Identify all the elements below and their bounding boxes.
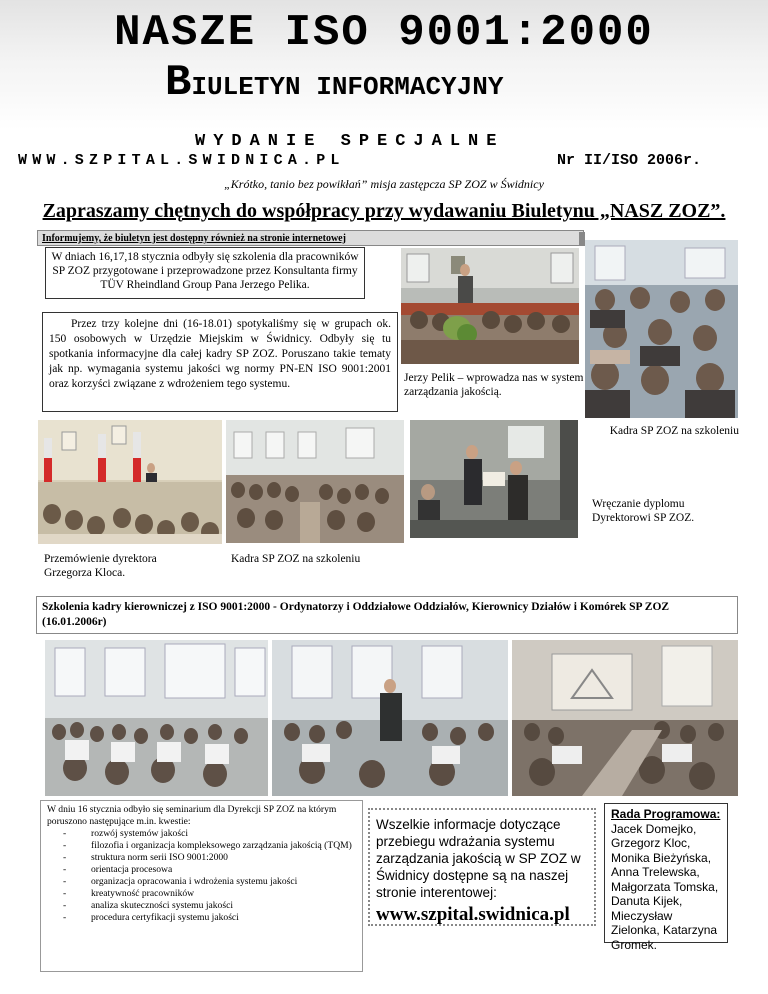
headline: Zapraszamy chętnych do współpracy przy wydawaniu Biuletynu „NASZ ZOZ”. <box>42 200 726 222</box>
website-info-text: Wszelkie informacje dotyczące przebiegu wdrażania systemu zarządzania jakością w SP ZOZ w Świdnicy dostępne są na naszej stronie interentowej: <box>376 817 581 900</box>
intro-box: W dniach 16,17,18 stycznia odbyły się szkolenia dla pracowników SP ZOZ przygotowane i przeprowadzone przez Konsultanta firmy TÜV Rheindland Group Pana Jerzego Pelika. <box>45 247 365 299</box>
info-bar: Informujemy, że biuletyn jest dostępny również na stronie internetowej <box>37 230 584 246</box>
photo-diploma <box>410 420 578 538</box>
subtitle-initial: B <box>165 58 192 108</box>
edition-label: WYDANIE SPECJALNE <box>195 132 505 151</box>
seminar-box <box>40 800 363 972</box>
photo-training-right <box>512 640 738 796</box>
caption-director: Przemówienie dyrektora Grzegorza Kloca. <box>44 553 157 579</box>
list-item: - organizacja opracowania i wdrożenia systemu jakości <box>47 876 356 888</box>
subtitle-rest: IULETYN INFORMACYJNY <box>191 72 504 102</box>
program-council-box <box>604 803 728 952</box>
motto: „Krótko, tanio bez powikłań” misja zastępcza SP ZOZ w Świdnicy <box>224 177 544 191</box>
list-item: - rozwój systemów jakości <box>47 828 356 840</box>
photo-pelik <box>401 248 579 364</box>
list-item: - filozofia i organizacja kompleksowego zarządzania jakością (TQM) <box>47 840 356 852</box>
seminar-topics <box>47 828 356 924</box>
website-link[interactable]: www.szpital.swidnica.pl <box>376 904 570 925</box>
list-item: - struktura norm serii ISO 9001:2000 <box>47 852 356 864</box>
caption-diploma: Wręczanie dyplomu Dyrektorowi SP ZOZ. <box>592 498 695 524</box>
seminar-intro: W dniu 16 stycznia odbyło się seminarium dla Dyrekcji SP ZOZ na którym poruszono następujące m.in. kwestie: <box>47 804 337 827</box>
council-members: Jacek Domejko, Grzegorz Kloc, Monika Bieżyńska, Anna Trelewska, Małgorzata Tomska, Danuta Kijek, Mieczysław Zielonka, Katarzyna Gromek. <box>611 821 719 952</box>
caption-staff-right: Kadra SP ZOZ na szkoleniu <box>609 425 739 437</box>
meetings-box: Przez trzy kolejne dni (16-18.01) spotykaliśmy się w grupach ok. 150 osobowych w Urzędzie Miejskim w Świdnicy. Odbyły się tu spotkania informacyjne dla całej kadry SP ZOZ. Poruszano takie tematy jak np. wymagania systemu jakości wg normy PN-EN ISO 9001:2001 oraz korzyści związane z wdrożeniem tego systemu. <box>42 312 398 412</box>
list-item: - orientacja procesowa <box>47 864 356 876</box>
caption-staff-mid: Kadra SP ZOZ na szkoleniu <box>231 553 361 565</box>
issue-number: Nr II/ISO 2006r. <box>557 152 702 169</box>
website-info-box <box>368 808 596 926</box>
photo-staff-right <box>585 240 738 418</box>
photo-training-left <box>45 640 268 796</box>
list-item: - kreatywność pracowników <box>47 888 356 900</box>
caption-pelik: Jerzy Pelik – wprowadza nas w system zarządzania jakością. <box>404 372 584 398</box>
newsletter-title: NASZE ISO 9001:2000 <box>114 8 654 58</box>
photo-training-mid <box>272 640 508 796</box>
photo-staff-mid <box>226 420 404 543</box>
list-item: - procedura certyfikacji systemu jakości <box>47 912 356 924</box>
photo-director <box>38 420 222 544</box>
website-address: WWW.SZPITAL.SWIDNICA.PL <box>18 152 345 169</box>
council-heading: Rada Programowa: <box>611 807 721 821</box>
newsletter-subtitle <box>165 58 504 108</box>
list-item: - analiza skuteczności systemu jakości <box>47 900 356 912</box>
training-box: Szkolenia kadry kierowniczej z ISO 9001:2000 - Ordynatorzy i Oddziałowe Oddziałów, Kierownicy Działów i Komórek SP ZOZ (16.01.2006r) <box>36 596 738 634</box>
